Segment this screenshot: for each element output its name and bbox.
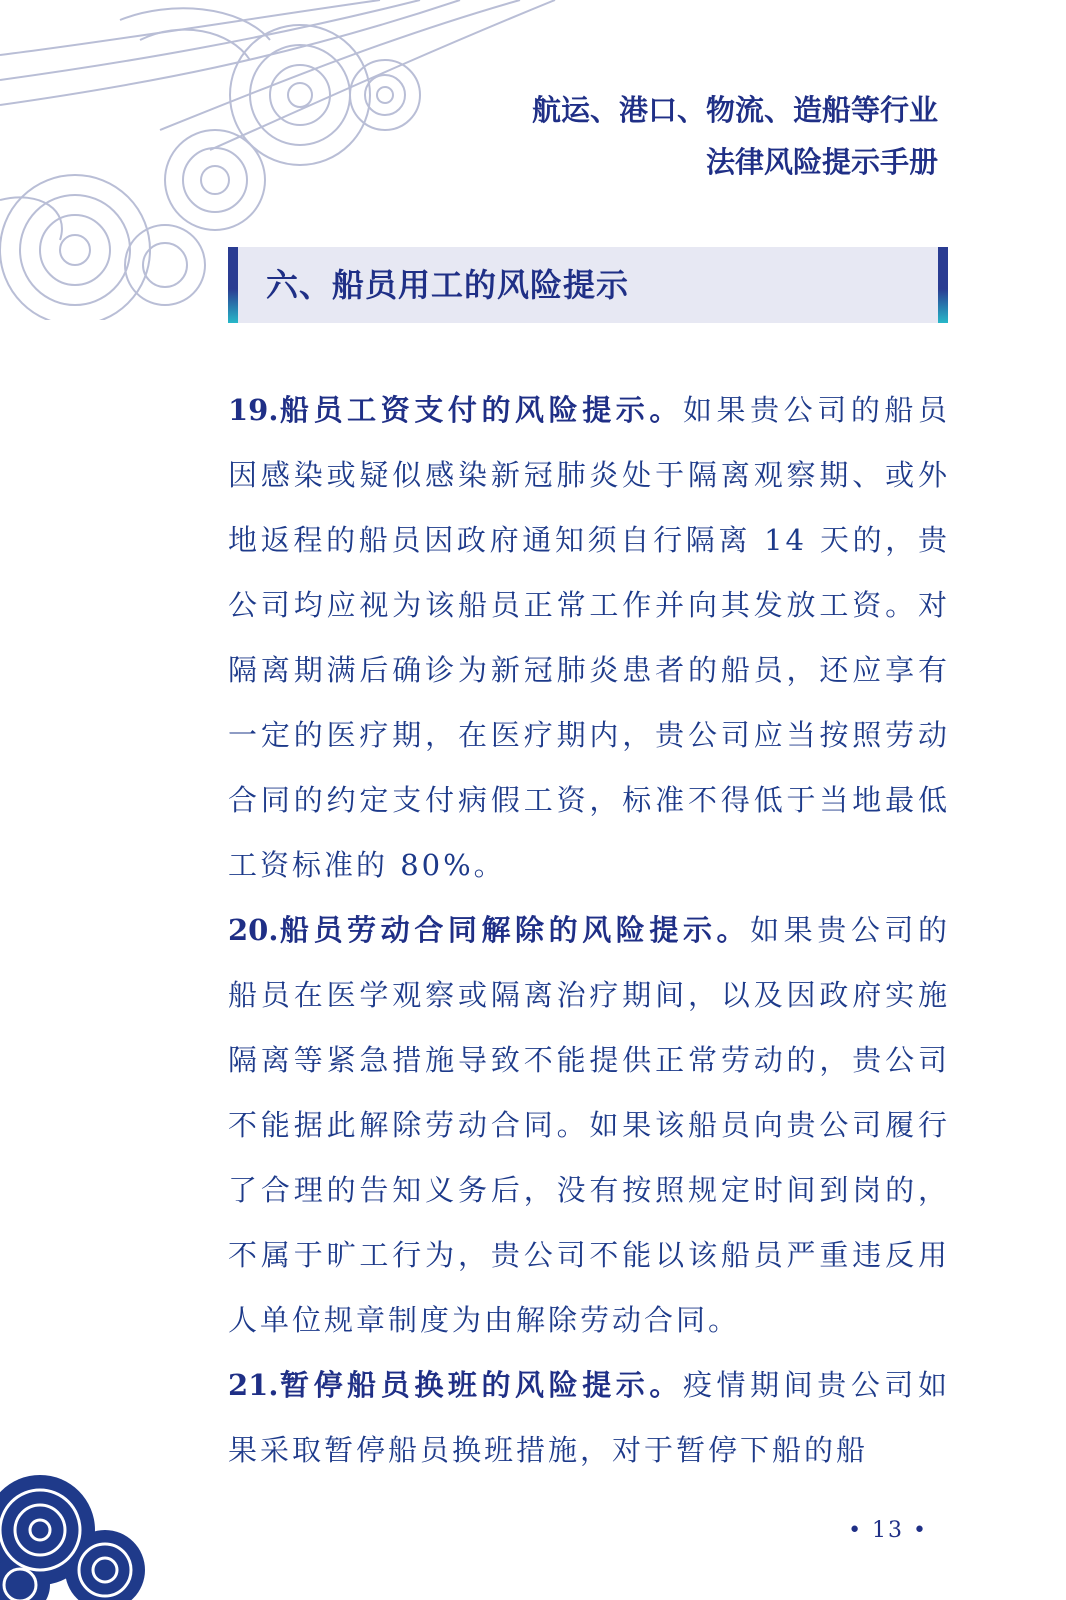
item-number: 21. bbox=[228, 1368, 279, 1402]
handbook-title-line1: 航运、港口、物流、造船等行业 bbox=[531, 93, 938, 127]
body-text bbox=[228, 378, 950, 1483]
item-number: 20. bbox=[228, 913, 279, 947]
item-heading: 船员劳动合同解除的风险提示。 bbox=[278, 913, 751, 947]
item-heading: 暂停船员换班的风险提示。 bbox=[278, 1368, 683, 1402]
page-number: • 13 • bbox=[848, 1518, 928, 1543]
item-text: 疫情期间贵公司如果采取暂停船员换班措施，对于暂停下船的船 bbox=[228, 1368, 950, 1467]
section-title: 六、船员用工的风险提示 bbox=[266, 266, 630, 304]
section-heading-banner bbox=[228, 247, 948, 323]
banner-accent-right bbox=[938, 247, 948, 323]
risk-item-19 bbox=[228, 378, 950, 898]
item-text: 如果贵公司的船员因感染或疑似感染新冠肺炎处于隔离观察期、或外地返程的船员因政府通知须自行隔离 14 天的，贵公司均应视为该船员正常工作并向其发放工资。对隔离期满后确诊为新冠肺炎患者的船员，还应享有一定的医疗期，在医疗期内，贵公司应当按照劳动合同的约定支付病假工资，标准不得低于当地最低工资标准的 80%。 bbox=[228, 393, 950, 882]
banner-accent-left bbox=[228, 247, 238, 323]
risk-item-21 bbox=[228, 1353, 950, 1483]
item-text: 如果贵公司的船员在医学观察或隔离治疗期间，以及因政府实施隔离等紧急措施导致不能提供正常劳动的，贵公司不能据此解除劳动合同。如果该船员向贵公司履行了合理的告知义务后，没有按照规定时间到岗的，不属于旷工行为，贵公司不能以该船员严重违反用人单位规章制度为由解除劳动合同。 bbox=[228, 913, 950, 1337]
risk-item-20 bbox=[228, 898, 950, 1353]
handbook-title-line2: 法律风险提示手册 bbox=[705, 145, 938, 179]
cloud-pattern-corner-decoration bbox=[0, 1470, 150, 1600]
item-number: 19. bbox=[228, 393, 279, 427]
item-heading: 船员工资支付的风险提示。 bbox=[278, 393, 683, 427]
handbook-title bbox=[532, 84, 938, 188]
